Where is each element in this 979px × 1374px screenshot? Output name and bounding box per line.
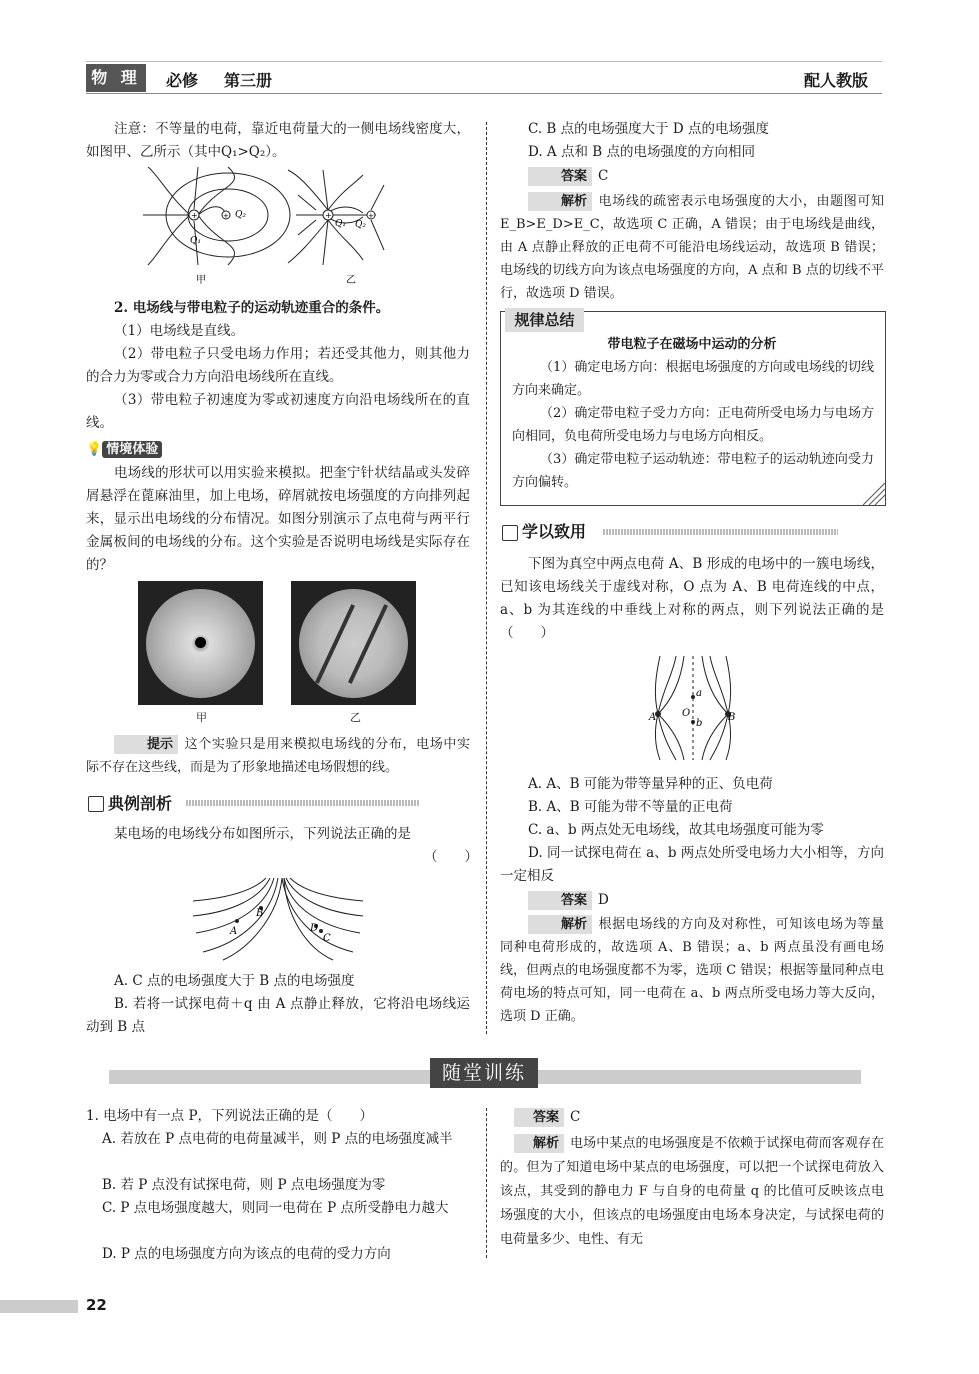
- rule-item-2: （2）确定带电粒子受力方向：正电荷所受电场力与电场方向相同，负电荷所受电场力与电场方向相反。: [512, 406, 874, 444]
- edition-label: 配人教版: [804, 71, 869, 90]
- option-c: C. B 点的电场强度大于 D 点的电场强度: [528, 121, 770, 137]
- apply-title: 学以致用: [522, 522, 587, 541]
- note-paragraph: 注意：不等量的电荷，靠近电荷量大的一侧电场线密度大，如图甲、乙所示（其中Q₁>Q₂）。: [86, 121, 470, 160]
- answer-tag: 答案: [514, 1108, 564, 1127]
- subject-badge: 物 理: [86, 64, 146, 92]
- answer-paren: （ ）: [424, 849, 478, 865]
- label-b: B: [256, 908, 264, 919]
- column-divider-bottom: [486, 1108, 487, 1258]
- fig-label-B: B: [728, 712, 736, 723]
- training-analysis: 解析 电场中某点的电场强度是不依赖于试探电荷而客观存在的。但为了知道电场中某点的电场强度，可以把一个试探电荷放入该点，其受到的静电力 F 与自身的电荷量 q 的比值可反映该点电场强度的大小，但该点的电场强度由电场本身决定，与试探电荷的电荷量多少、电性、有无: [500, 1136, 884, 1247]
- apply-option-b: B. A、B 可能为带不等量的正电荷: [528, 799, 733, 815]
- analysis-tag: 解析: [528, 192, 592, 211]
- analysis-tag: 解析: [528, 915, 592, 934]
- rule-item-3: （3）确定带电粒子运动轨迹：带电粒子的运动轨迹向受力方向偏转。: [512, 452, 874, 490]
- option-d: D. A 点和 B 点的电场强度的方向相同: [528, 144, 755, 160]
- training-option-b: B. 若 P 点没有试探电荷，则 P 点电场强度为零: [102, 1177, 386, 1193]
- label-c: C: [323, 933, 331, 944]
- fig-label-o: O: [682, 708, 691, 719]
- lightbulb-icon: 💡: [86, 442, 103, 457]
- scenario-paragraph: 电场线的形状可以用实验来模拟。把奎宁针状结晶或头发碎屑悬浮在蓖麻油里，加上电场，碎屑就按电场强度的方向排列起来，显示出电场线的分布情况。如图分别演示了点电荷与两平行金属板间的电场线的分布。这个实验是否说明电场线是实际存在的？: [86, 465, 470, 573]
- svg-text:+: +: [223, 212, 229, 220]
- label-d: D: [310, 923, 319, 934]
- label-q1: Q₁: [190, 236, 201, 246]
- training-question-1: 1. 电场中有一点 P，下列说法正确的是（ ）: [86, 1108, 374, 1124]
- book-label: 必修: [166, 71, 199, 90]
- example-field-figure: [188, 876, 368, 964]
- option-a: A. C 点的电场强度大于 B 点的电场强度: [114, 973, 355, 989]
- scenario-heading: 💡 情境体验: [86, 438, 162, 457]
- svg-text:+: +: [191, 211, 198, 220]
- section-icon: [88, 796, 104, 812]
- analysis-paragraph-2: 解析 根据电场线的方向及对称性，可知该电场为等量同种电荷形成的，故选项 A、B 错误；a、b 两点虽没有画电场线，但两点的电场强度都不为零，选项 C 错误；根据等量同种点电荷电场的特点可知，同一电荷在 a、b 两点所受电场力等大反向，选项 D 正确。: [500, 917, 884, 1024]
- label-q2b: Q₂: [355, 220, 366, 230]
- section-rule: [603, 529, 838, 535]
- page-number-bar: [0, 1300, 78, 1313]
- rule-title: 带电粒子在磁场中运动的分析: [607, 337, 777, 352]
- section-rule: [186, 800, 420, 806]
- apply-option-d: D. 同一试探电荷在 a、b 两点处所受电场力大小相等，方向一定相反: [500, 845, 884, 884]
- volume-label: 第三册: [224, 71, 273, 90]
- fig-label-a: a: [696, 688, 702, 699]
- label-yi: 乙: [346, 275, 356, 285]
- training-option-a: A. 若放在 P 点电荷的电荷量减半，则 P 点的电场强度减半: [102, 1131, 453, 1147]
- svg-text:+: +: [325, 211, 332, 220]
- training-answer: 答案 C: [500, 1106, 884, 1129]
- training-option-d: D. P 点的电场强度方向为该点的电荷的受力方向: [102, 1246, 391, 1262]
- apply-option-c: C. a、b 两点处无电场线，故其电场强度可能为零: [528, 822, 824, 838]
- answer-line-2: 答案 D: [500, 889, 884, 912]
- analysis-paragraph: 解析 电场线的疏密表示电场强度的大小，由题图可知 E_B>E_D>E_C，故选项 C 正确，A 错误；由于电场线是曲线，由 A 点静止释放的正电荷不可能沿电场线运动，故选项 B 错误；电场线的切线方向为该点电场强度的方向，A 点和 B 点的切线不平行，故选项 D 错误。: [500, 194, 884, 301]
- training-title: 随堂训练: [430, 1058, 538, 1088]
- column-divider: [486, 122, 487, 1034]
- field-lines-figure-unequal: [138, 165, 388, 285]
- equal-charge-field-figure: [648, 654, 738, 762]
- training-option-c: C. P 点电场强度越大，则同一电荷在 P 点所受静电力越大: [102, 1200, 449, 1216]
- page-number: 22: [86, 1296, 107, 1314]
- analysis-tag: 解析: [514, 1134, 564, 1153]
- answer-line: 答案 C: [500, 165, 884, 188]
- example-title: 典例剖析: [108, 794, 173, 813]
- condition-3: （3）带电粒子初速度为零或初速度方向沿电场线所在的直线。: [86, 392, 470, 431]
- rule-item-1: （1）确定电场方向：根据电场强度的方向或电场线的切线方向来确定。: [512, 360, 874, 398]
- condition-title: 2. 电场线与带电粒子的运动轨迹重合的条件。: [114, 300, 390, 316]
- example-question: 某电场的电场线分布如图所示，下列说法正确的是: [114, 826, 411, 842]
- label-q2: Q₂: [235, 210, 246, 220]
- answer-tag: 答案: [528, 167, 592, 186]
- svg-text:+: +: [368, 212, 374, 220]
- rule-tag: 规律总结: [505, 308, 584, 332]
- fig-label-b: b: [696, 718, 703, 729]
- condition-1: （1）电场线是直线。: [114, 323, 245, 339]
- apply-question: 下图为真空中两点电荷 A、B 形成的电场中的一簇电场线，已知该电场线关于虚线对称，O 点为 A、B 电荷连线的中点，a、b 为其连线的中垂线上对称的两点，则下列说法正确的是（ ）: [500, 556, 884, 641]
- answer-tag: 答案: [528, 891, 592, 910]
- hint-tag: 提示: [114, 735, 178, 754]
- experiment-photo-point-charge: [138, 581, 263, 705]
- label-a: A: [230, 926, 238, 937]
- photo-label-yi: 乙: [350, 711, 361, 724]
- experiment-photo-parallel-plates: [291, 581, 416, 705]
- apply-option-a: A. A、B 可能为带等量异种的正、负电荷: [528, 776, 773, 792]
- condition-2: （2）带电粒子只受电场力作用；若还受其他力，则其他力的合力为零或合力方向沿电场线所在直线。: [86, 346, 470, 385]
- hint-paragraph: 提示 这个实验只是用来模拟电场线的分布，电场中实际不存在这些线，而是为了形象地描述电场假想的线。: [86, 737, 470, 775]
- option-b: B. 若将一试探电荷＋q 由 A 点静止释放，它将沿电场线运动到 B 点: [86, 996, 470, 1035]
- label-jia: 甲: [196, 275, 206, 285]
- fig-label-A: A: [649, 712, 657, 723]
- section-icon: [502, 525, 518, 541]
- label-q1b: Q₁: [335, 219, 346, 229]
- header-top-rule: [86, 61, 882, 62]
- header-rule: [86, 93, 882, 94]
- photo-label-jia: 甲: [196, 711, 207, 724]
